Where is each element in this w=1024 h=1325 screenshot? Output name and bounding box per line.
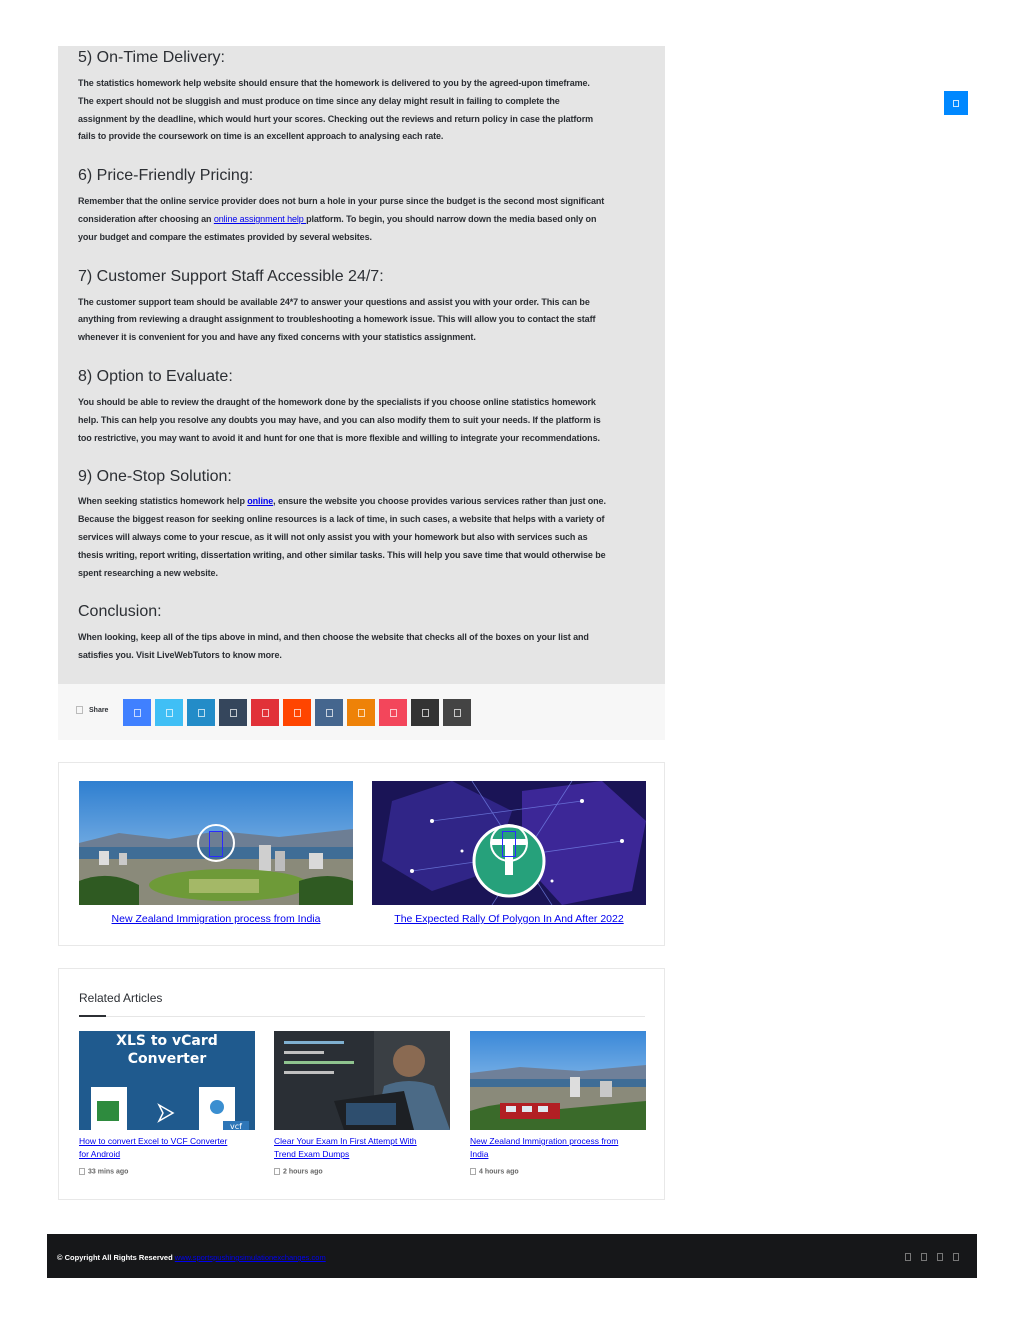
related-item-title[interactable]	[274, 1135, 450, 1161]
title-line[interactable]: New Zealand Immigration process from	[470, 1136, 619, 1146]
youtube-icon[interactable]	[937, 1253, 943, 1261]
paragraph-line: satisfies you. Visit LiveWebTutors to know more.	[78, 650, 282, 661]
post-navigation	[58, 762, 665, 946]
paragraph-line: anything from reviewing a draught assignment to troubleshooting a homework issue. This will allow you to contact the staff	[78, 314, 596, 325]
paragraph-line: fails to provide the coursework on time is an excellent approach to analysing each rate.	[78, 131, 444, 142]
share-button-print[interactable]	[443, 699, 471, 726]
paragraph-line: too restrictive, you may want to avoid it and hunt for one that is more flexible and willing to integrate your recommendations.	[78, 432, 600, 443]
paragraph-line: services will always come to your rescue, as it will not only assist you with your homework but also with services such as	[78, 531, 588, 542]
vk-icon	[326, 709, 333, 717]
next-arrow-icon	[490, 824, 528, 862]
next-post[interactable]	[372, 781, 646, 925]
article-body	[58, 46, 665, 684]
share-button-tumblr[interactable]	[219, 699, 247, 726]
text-span: consideration after choosing an	[78, 213, 214, 224]
section-heading-one-stop: 9) One-Stop Solution:	[78, 468, 232, 486]
text-span: platform. To begin, you should narrow down the media based only on	[306, 213, 597, 224]
tumblr-icon	[230, 709, 237, 717]
prev-arrow-icon	[197, 824, 235, 862]
prev-post-title[interactable]: New Zealand Immigration process from India	[111, 913, 321, 925]
arrow-glyph	[209, 831, 223, 857]
section-text-conclusion	[78, 629, 645, 665]
title-line[interactable]: How to convert Excel to VCF Converter	[79, 1136, 228, 1146]
section-text-support	[78, 294, 645, 347]
online-link[interactable]: online	[247, 496, 274, 507]
copyright	[57, 1253, 326, 1262]
divider-accent	[79, 1015, 106, 1017]
title-line[interactable]: India	[470, 1149, 489, 1159]
image-heading-1: XLS to vCard	[116, 1033, 218, 1049]
text-span: When seeking statistics homework help	[78, 496, 248, 507]
paragraph-line: When looking, keep all of the tips above in mind, and then choose the website that checks all of the boxes on your list and	[78, 632, 589, 643]
email-icon	[422, 709, 429, 717]
paragraph-line: your budget and compare the estimates provided by several websites.	[78, 231, 372, 242]
wellington-cable-car-image	[470, 1031, 646, 1130]
paragraph-line: Because the biggest reason for seeking online resources is a lack of time, in such cases, a website that helps with a variety of	[78, 514, 605, 525]
paragraph-line: The expert should not be sluggish and must produce on time since any delay might result in failing to complete the	[78, 95, 560, 106]
share-icon	[76, 706, 83, 714]
share-button-email[interactable]	[411, 699, 439, 726]
copyright-text: © Copyright All Rights Reserved	[57, 1253, 173, 1262]
related-thumbnail-nz[interactable]	[470, 1031, 646, 1130]
related-item-time	[79, 1168, 255, 1175]
twitter-icon[interactable]	[921, 1253, 927, 1261]
text-span: , ensure the website you choose provides various services rather than just one.	[273, 496, 606, 507]
paragraph-line: spent researching a new website.	[78, 567, 218, 578]
related-articles	[58, 968, 665, 1200]
related-item[interactable]	[79, 1031, 255, 1175]
online-assignment-help-link[interactable]: online assignment help	[213, 213, 307, 224]
section-text-evaluate	[78, 394, 645, 447]
related-thumbnail-exam[interactable]	[274, 1031, 450, 1130]
share-button-odnoklassniki[interactable]	[347, 699, 375, 726]
paragraph-line: The customer support team should be available 24*7 to answer your questions and assist you with your order. This can be	[78, 296, 590, 307]
arrow-glyph	[502, 831, 516, 857]
image-heading-2: Converter	[127, 1051, 207, 1067]
section-heading-support: 7) Customer Support Staff Accessible 24/7:	[78, 267, 384, 285]
title-line[interactable]: Clear Your Exam In First Attempt With	[274, 1136, 417, 1146]
paragraph-line: thesis writing, report writing, dissertation writing, and other similar tasks. This will help you save time that would otherwise be	[78, 549, 606, 560]
student-laptop-image	[274, 1031, 450, 1130]
related-item[interactable]	[470, 1031, 646, 1175]
related-thumbnail-xls-vcard[interactable]	[79, 1031, 255, 1130]
image-vcf-tag: vcf	[230, 1122, 242, 1130]
prev-post[interactable]	[79, 781, 353, 925]
pocket-icon	[390, 709, 397, 717]
related-item-time	[470, 1168, 646, 1175]
time-text: 2 hours ago	[283, 1168, 323, 1176]
clock-icon	[470, 1168, 476, 1175]
linkedin-icon	[198, 709, 205, 717]
time-text: 33 mins ago	[88, 1168, 129, 1176]
facebook-icon[interactable]	[905, 1253, 911, 1261]
share-button-linkedin[interactable]	[187, 699, 215, 726]
related-item[interactable]	[274, 1031, 450, 1175]
reddit-icon	[294, 709, 301, 717]
share-button-vk[interactable]	[315, 699, 343, 726]
section-text-delivery	[78, 75, 645, 146]
paragraph-line	[78, 493, 645, 511]
time-text: 4 hours ago	[479, 1168, 519, 1176]
section-text-pricing	[78, 193, 645, 246]
share-label: Share	[89, 706, 109, 714]
share-button-pinterest[interactable]	[251, 699, 279, 726]
title-line[interactable]: Trend Exam Dumps	[274, 1149, 350, 1159]
next-post-title[interactable]: The Expected Rally Of Polygon In And After 2022	[394, 913, 624, 925]
facebook-icon	[134, 709, 141, 717]
paragraph-line: Remember that the online service provider does not burn a hole in your purse since the budget is the second most significant	[78, 196, 605, 207]
divider	[79, 1016, 645, 1017]
rss-icon[interactable]	[953, 1253, 959, 1261]
odnoklassniki-icon	[358, 709, 365, 717]
footer-social-icons	[905, 1253, 959, 1261]
share-button-twitter[interactable]	[155, 699, 183, 726]
section-heading-pricing: 6) Price-Friendly Pricing:	[78, 167, 254, 185]
related-articles-title: Related Articles	[79, 991, 163, 1005]
share-buttons	[123, 699, 471, 726]
section-heading-conclusion: Conclusion:	[78, 603, 162, 621]
share-button-reddit[interactable]	[283, 699, 311, 726]
paragraph-line: whenever it is convenient for you and have any fixed concerns with your statistics assignment.	[78, 332, 476, 343]
paragraph-line	[78, 211, 645, 229]
title-line[interactable]: for Android	[79, 1149, 121, 1159]
footer-site-link[interactable]: www.sportspushingsimulationexchanges.com	[174, 1253, 326, 1262]
related-item-title[interactable]	[79, 1135, 255, 1161]
paragraph-line: The statistics homework help website should ensure that the homework is delivered to you by the agreed-upon timeframe.	[78, 78, 590, 88]
paragraph-line: help. This can help you resolve any doubts you may have, and you can also modify them to suit your needs. If the platform is	[78, 414, 601, 425]
related-item-time	[274, 1168, 450, 1175]
site-footer	[47, 1234, 977, 1278]
clock-icon	[79, 1168, 85, 1175]
paragraph-line: You should be able to review the draught of the homework done by the specialists if you choose online statistics homework	[78, 396, 596, 407]
section-text-one-stop	[78, 493, 645, 582]
paragraph-line: assignment by the deadline, which would hurt your scores. Checking out the reviews and return policy in case the platform	[78, 113, 594, 124]
section-heading-evaluate: 8) Option to Evaluate:	[78, 367, 233, 385]
prev-post-thumbnail[interactable]	[79, 781, 353, 905]
share-bar	[58, 684, 665, 740]
print-icon	[454, 709, 461, 717]
share-button-facebook[interactable]	[123, 699, 151, 726]
scroll-to-top-button[interactable]	[944, 91, 968, 115]
related-item-title[interactable]	[470, 1135, 646, 1161]
clock-icon	[274, 1168, 280, 1175]
twitter-icon	[166, 709, 173, 717]
section-heading-delivery: 5) On-Time Delivery:	[78, 49, 225, 66]
share-button-label[interactable]	[76, 706, 108, 714]
share-button-pocket[interactable]	[379, 699, 407, 726]
xls-to-vcard-image	[79, 1031, 255, 1130]
arrow-up-icon	[953, 100, 959, 107]
next-post-thumbnail[interactable]	[372, 781, 646, 905]
pinterest-icon	[262, 709, 269, 717]
